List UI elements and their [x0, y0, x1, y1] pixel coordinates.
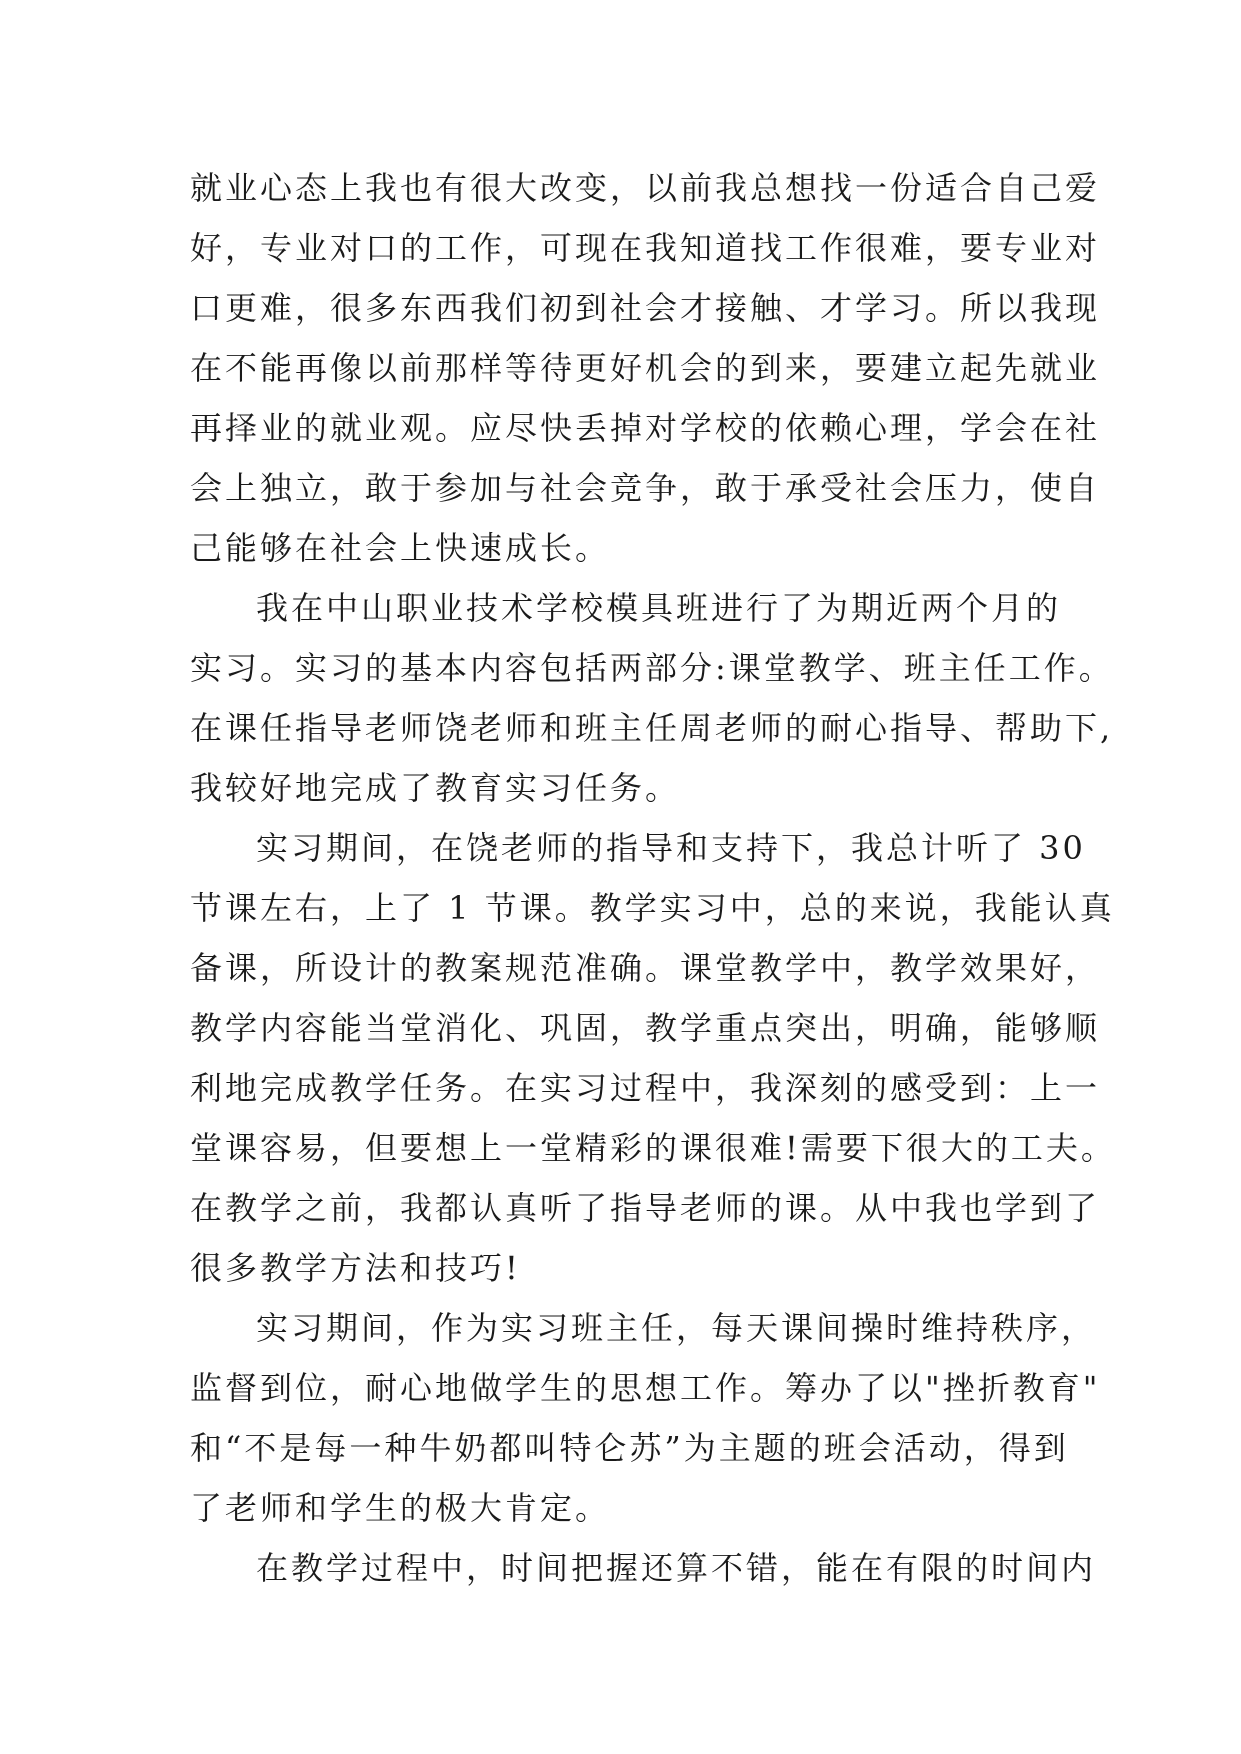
paragraph-2 [190, 578, 1114, 818]
text-line: 好，专业对口的工作，可现在我知道找工作很难，要专业对 [190, 229, 1101, 267]
paragraph-1 [190, 158, 1101, 578]
text-line: 节课左右，上了 1 节课。教学实习中，总的来说，我能认真 [190, 889, 1115, 927]
text-line: 教学内容能当堂消化、巩固，教学重点突出，明确，能够顺 [190, 1009, 1101, 1047]
text-line: 口更难，很多东西我们初到社会才接触、才学习。所以我现 [190, 289, 1101, 327]
text-line: 我在中山职业技术学校模具班进行了为期近两个月的 [256, 589, 1062, 627]
text-line: 很多教学方法和技巧! [190, 1249, 521, 1287]
paragraph-3 [190, 818, 1116, 1298]
body-text [190, 158, 1116, 1598]
text-line: 实习期间，在饶老师的指导和支持下，我总计听了 30 [256, 829, 1086, 867]
text-line: 在课任指导老师饶老师和班主任周老师的耐心指导、帮助下, [190, 709, 1114, 747]
text-line: 实习期间，作为实习班主任，每天课间操时维持秩序， [256, 1309, 1097, 1347]
text-line: 利地完成教学任务。在实习过程中，我深刻的感受到：上一 [190, 1069, 1101, 1107]
text-line: 和“不是每一种牛奶都叫特仑苏”为主题的班会活动，得到 [190, 1429, 1069, 1467]
text-line: 监督到位，耐心地做学生的思想工作。筹办了以"挫折教育" [190, 1369, 1101, 1407]
text-line: 再择业的就业观。应尽快丢掉对学校的依赖心理，学会在社 [190, 409, 1101, 447]
text-line: 我较好地完成了教育实习任务。 [190, 769, 681, 807]
paragraph-5 [190, 1538, 1097, 1598]
text-line: 实习。实习的基本内容包括两部分:课堂教学、班主任工作。 [190, 649, 1114, 687]
text-line: 了老师和学生的极大肯定。 [190, 1489, 611, 1527]
text-line: 在不能再像以前那样等待更好机会的到来，要建立起先就业 [190, 349, 1101, 387]
paragraph-4 [190, 1298, 1101, 1538]
text-line: 就业心态上我也有很大改变，以前我总想找一份适合自己爱 [190, 169, 1101, 207]
text-line: 备课，所设计的教案规范准确。课堂教学中，教学效果好， [190, 949, 1101, 987]
text-line: 堂课容易，但要想上一堂精彩的课很难!需要下很大的工夫。 [190, 1129, 1116, 1167]
text-line: 在教学过程中，时间把握还算不错，能在有限的时间内 [256, 1549, 1097, 1587]
text-line: 在教学之前，我都认真听了指导老师的课。从中我也学到了 [190, 1189, 1101, 1227]
text-line: 会上独立，敢于参加与社会竞争，敢于承受社会压力，使自 [190, 469, 1101, 507]
text-line: 己能够在社会上快速成长。 [190, 529, 611, 567]
